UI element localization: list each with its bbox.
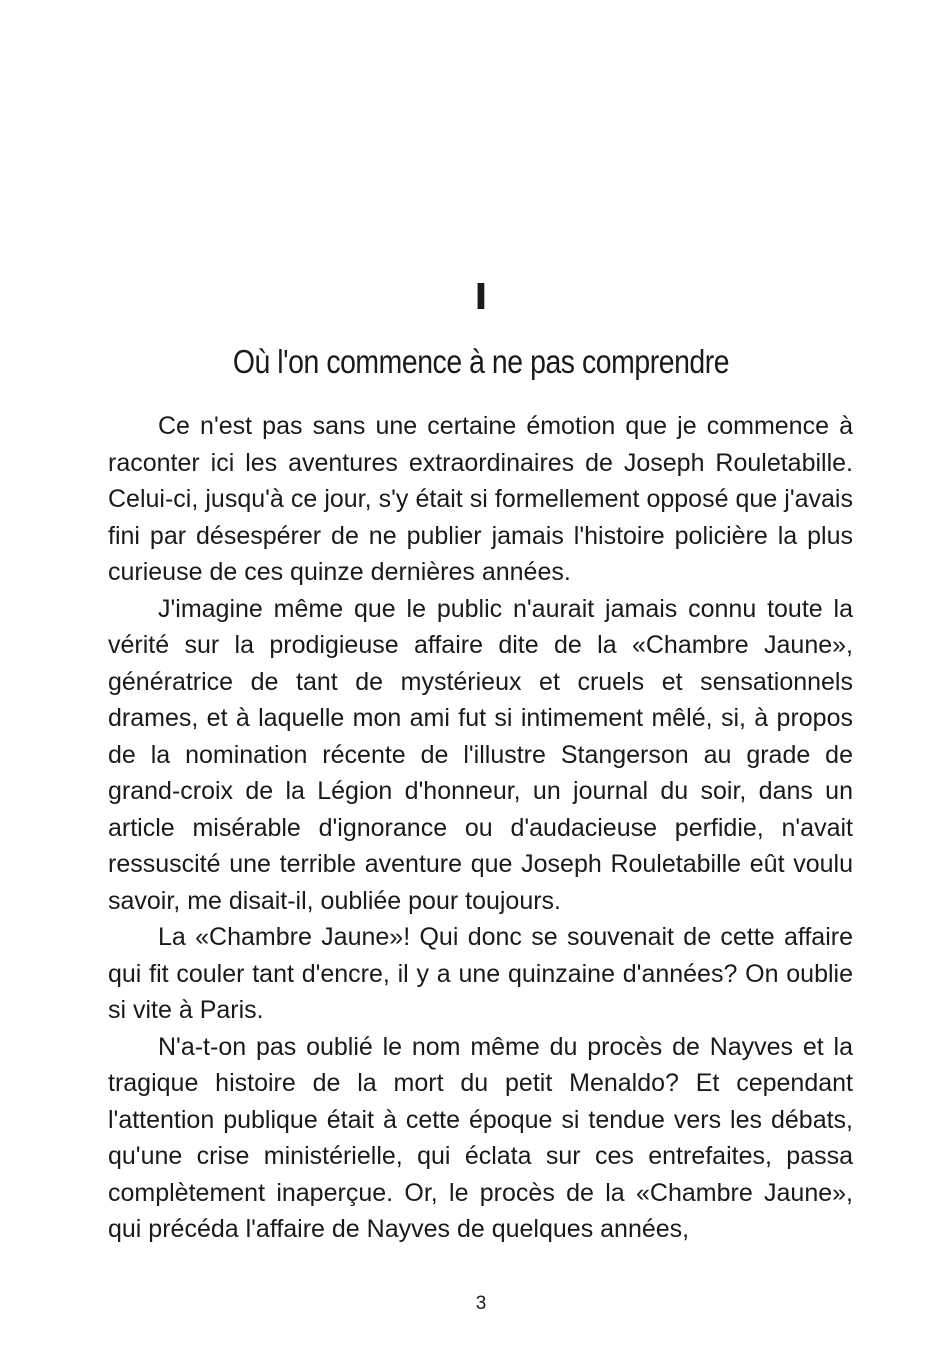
paragraph: La «Chambre Jaune»! Qui donc se souvenait de cette affaire qui fit couler tant d'encre, il y a une quinzaine d'années? On oublie si vite à Paris. [108,923,853,1024]
body-text [108,408,853,1248]
chapter-number: I [474,277,488,318]
paragraph: J'imagine même que le public n'aurait jamais connu toute la vérité sur la prodigieuse affaire dite de la «Chambre Jaune», génératrice de tant de mystérieux et cruels et sensationnels drames, et à laquelle mon ami fut si intimement mêlé, si, à propos de la nomination récente de l'illustre Stangerson au grade de grand-croix de la Légion d'honneur, un journal du soir, dans un article misérable d'ignorance ou d'audacieuse perfidie, n'avait ressuscité une terrible aventure que Joseph Rouletabille eût voulu savoir, me disait-il, oubliée pour toujours. [108,594,853,915]
chapter-title: Où l'on commence à ne pas comprendre [232,343,730,380]
page-number: 3 [475,1293,487,1314]
paragraph: N'a-t-on pas oublié le nom même du procès de Nayves et la tragique histoire de la mort du petit Menaldo? Et cependant l'attention publique était à cette époque si tendue vers les débats, qu'une crise ministérielle, qui éclata sur ces entrefaites, passa complètement inaperçue. Or, le procès de la «Chambre Jaune», qui précéda l'affaire de Nayves de quelques années, [108,1032,853,1243]
paragraph: Ce n'est pas sans une certaine émotion que je commence à raconter ici les aventures extraordinaires de Joseph Rouletabille. Celui-ci, jusqu'à ce jour, s'y était si formellement opposé que j'avais fini par désespérer de ne publier jamais l'histoire policière la plus curieuse de ces quinze dernières années. [108,412,853,586]
